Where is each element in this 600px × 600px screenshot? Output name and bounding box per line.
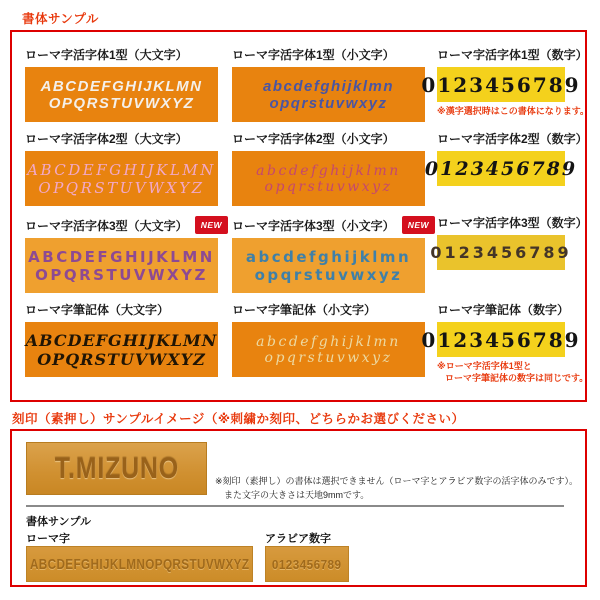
- font-swatch: [232, 151, 425, 206]
- font-cell-label: ローマ字活字体2型（大文字）: [25, 132, 188, 146]
- sample-digits: 0123456789: [430, 243, 572, 262]
- font-cell-type1-lower: [232, 48, 437, 122]
- font-cell-label: ローマ字活字体2型（数字）: [437, 132, 588, 146]
- roman-alphabet-sample: ABCDEFGHIJKLMNOPQRSTUVWXYZ: [29, 555, 250, 573]
- font-swatch: [25, 322, 218, 377]
- sample-line1: ABCDEFGHIJKLMN: [40, 77, 203, 95]
- font-swatch: [421, 322, 581, 357]
- label-text: ローマ字活字体3型（大文字）: [25, 219, 188, 233]
- sample-line2: OPQRSTUVWXYZ: [37, 349, 206, 369]
- same-digits-note: [437, 360, 589, 384]
- sample-line1: abcdefghijklmn: [262, 77, 395, 95]
- font-cell-script-digits: [421, 303, 589, 384]
- font-cell-label: [232, 216, 437, 234]
- roman-label: ローマ字: [26, 533, 70, 545]
- sample-line1: ABCDEFGHIJKLMN: [28, 247, 215, 266]
- stamp-sample-box: [10, 429, 587, 587]
- sample-line2: opqrstuvwxyz: [264, 178, 393, 195]
- sample-line1: ABCDEFGHIJKLMN: [27, 160, 216, 179]
- font-swatch: [25, 151, 218, 206]
- font-swatch: [232, 67, 425, 122]
- arabic-numerals-label: アラビア数字: [265, 533, 331, 545]
- font-cell-label: ローマ字活字体1型（大文字）: [25, 48, 188, 62]
- new-badge: NEW: [195, 216, 228, 234]
- font-sample-grid: [25, 48, 590, 384]
- sample-digits: 0123456789: [424, 157, 578, 180]
- font-swatch: [430, 235, 572, 270]
- font-cell-label: ローマ字活字体1型（小文字）: [232, 48, 395, 62]
- font-cell-label: ローマ字筆記体（数字）: [437, 303, 570, 317]
- stamp-note-line2: また文字の大きさは天地9mmです。: [224, 489, 370, 500]
- divider: [26, 505, 564, 507]
- sample-line2: opqrstuvwxyz: [254, 265, 403, 284]
- font-sample-box: [10, 30, 590, 402]
- sample-line2: OPQRSTUVWXYZ: [35, 265, 208, 284]
- font-swatch: [421, 67, 581, 102]
- kanji-note: ※漢字選択時はこの書体になります。: [437, 106, 590, 116]
- note-line2: ローマ字筆記体の数字は同じです。: [445, 373, 589, 384]
- font-swatch: [424, 151, 578, 186]
- font-cell-type1-digits: [421, 48, 590, 122]
- font-cell-label: ローマ字活字体1型（数字）: [437, 48, 588, 62]
- font-cell-script-upper: [25, 303, 232, 384]
- sample-digits: 0123456789: [421, 72, 581, 97]
- stamp-font-sample-heading: 書体サンプル: [26, 516, 92, 528]
- sample-digits: 0123456789: [421, 327, 581, 352]
- font-cell-type2-digits: [424, 132, 589, 206]
- font-cell-type1-upper: [25, 48, 232, 122]
- arabic-numerals-swatch: [265, 546, 349, 582]
- font-swatch: [232, 238, 425, 293]
- font-cell-type2-lower: [232, 132, 437, 206]
- font-swatch: [232, 322, 425, 377]
- font-cell-label: ローマ字活字体2型（小文字）: [232, 132, 395, 146]
- font-swatch: [25, 238, 218, 293]
- stamp-note-line1: ※刻印（素押し）の書体は選択できません（ローマ字とアラビア数字の活字体のみです）。: [215, 476, 579, 486]
- stamp-note: [215, 475, 578, 503]
- sample-line1: abcdefghijklmn: [256, 333, 401, 350]
- label-text: ローマ字活字体3型（小文字）: [232, 219, 395, 233]
- sample-line1: abcdefghijklmn: [256, 162, 401, 179]
- font-cell-type2-upper: [25, 132, 232, 206]
- roman-alphabet-swatch: [26, 546, 253, 582]
- sample-line2: opqrstuvwxyz: [269, 94, 388, 112]
- stamp-text: T.MIZUNO: [54, 451, 179, 485]
- font-cell-type3-lower: [232, 216, 437, 293]
- section1-title: 書体サンプル: [22, 12, 99, 26]
- font-cell-label: ローマ字活字体3型（数字）: [437, 216, 588, 230]
- new-badge: NEW: [402, 216, 435, 234]
- sample-line2: OPQRSTUVWXYZ: [48, 94, 195, 112]
- font-swatch: [25, 67, 218, 122]
- font-cell-type3-digits: [430, 216, 589, 293]
- font-cell-type3-upper: [25, 216, 232, 293]
- font-cell-label: ローマ字筆記体（小文字）: [232, 303, 377, 317]
- note-line1: ※ローマ字活字体1型と: [437, 361, 532, 371]
- font-cell-label: [25, 216, 232, 234]
- sample-line2: OPQRSTUVWXYZ: [38, 178, 205, 197]
- leather-stamp-swatch: [26, 442, 207, 495]
- font-cell-script-lower: [232, 303, 437, 384]
- section2-title: 刻印（素押し）サンプルイメージ（※刺繍か刻印、どちらかお選びください）: [12, 412, 465, 426]
- font-cell-label: ローマ字筆記体（大文字）: [25, 303, 170, 317]
- sample-line2: opqrstuvwxyz: [264, 349, 393, 366]
- sample-line1: abcdefghijklmn: [245, 247, 412, 266]
- sample-line1: ABCDEFGHIJKLMN: [25, 330, 218, 350]
- arabic-numerals-sample: 0123456789: [272, 556, 342, 572]
